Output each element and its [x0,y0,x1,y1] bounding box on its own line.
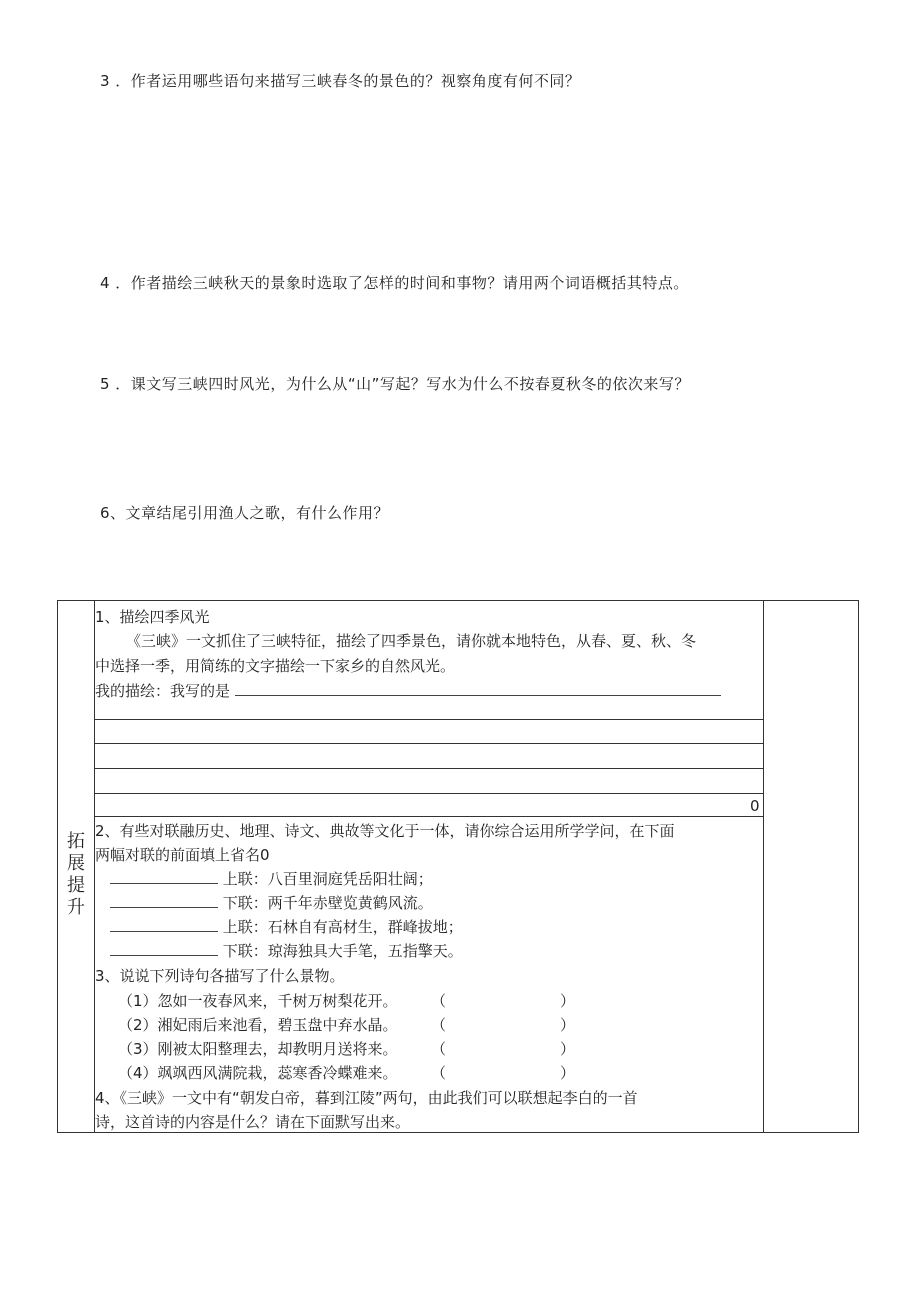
answer-open-paren: （ [431,1064,447,1082]
couplet-text: 上联：石林自有高材生，群峰拔地； [222,918,463,936]
season-answer-blank[interactable] [235,681,721,696]
answer-close-paren: ） [560,1016,576,1034]
extension-table [57,600,859,1133]
province-blank[interactable] [110,941,218,956]
column-divider [763,601,764,1132]
poem-line: （3）刚被太阳整理去，却教明月送将来。 [118,1040,398,1058]
task4-line1: 4、《三峡》一文中有“朝发白帝，暮到江陵”两句，由此我们可以联想起李白的一首 [95,1089,638,1107]
section-label-char: 展 [67,853,85,874]
answer-close-paren: ） [560,992,576,1010]
answer-close-paren: ） [560,1064,576,1082]
couplet-row [110,940,463,961]
task1-prompt-label: 我的描绘：我写的是 [95,682,231,700]
task4-line2: 诗，这首诗的内容是什么？请在下面默写出来。 [95,1113,411,1131]
writing-line[interactable] [94,793,763,794]
answer-open-paren: （ [431,1040,447,1058]
section-label-char: 拓 [67,831,85,852]
question-3: 3 ．作者运用哪些语句来描写三峡春冬的景色的？视察角度有何不同？ [100,72,581,90]
writing-line[interactable] [94,768,763,769]
province-blank[interactable] [110,869,218,884]
couplet-row [110,868,433,889]
province-blank[interactable] [110,917,218,932]
poem-line: （4）飒飒西风满院栽，蕊寒香冷蝶难来。 [118,1064,398,1082]
section-label [58,831,94,919]
writing-line[interactable] [94,719,763,720]
task1-desc-line2: 中选择一季，用简练的文字描绘一下家乡的自然风光。 [95,657,456,675]
question-5: 5 ．课文写三峡四时风光，为什么从“山”写起？写水为什么不按春夏秋冬的依次来写？ [100,375,690,393]
poem-line: （2）湘妃雨后来池看，碧玉盘中弃水晶。 [118,1016,398,1034]
answer-open-paren: （ [431,1016,447,1034]
question-6: 6、文章结尾引用渔人之歌，有什么作用？ [100,504,390,522]
answer-open-paren: （ [431,992,447,1010]
task1-desc-line1: 《三峡》一文抓住了三峡特征，描绘了四季景色，请你就本地特色，从春、夏、秋、冬 [126,632,697,650]
writing-line[interactable] [94,743,763,744]
task2-intro-line1: 2、有些对联融历史、地理、诗文、典故等文化于一体，请你综合运用所学学问，在下面 [95,822,675,840]
couplet-row [110,892,433,913]
couplet-text: 下联：琼海独具大手笔，五指擎天。 [222,942,463,960]
task3-intro: 3、说说下列诗句各描写了什么景物。 [95,967,345,985]
question-4: 4 ．作者描绘三峡秋天的景象时选取了怎样的时间和事物？请用两个词语概括其特点。 [100,274,689,292]
couplet-text: 上联：八百里洞庭凭岳阳壮阔； [222,870,433,888]
task1-end-mark: 0 [750,797,760,815]
section-label-char: 提 [67,875,85,896]
couplet-text: 下联：两千年赤壁览黄鹤风流。 [222,894,433,912]
couplet-row [110,916,463,937]
answer-close-paren: ） [560,1040,576,1058]
task1-prompt [95,680,721,701]
section-label-char: 升 [67,897,85,918]
task1-title: 1、描绘四季风光 [95,608,210,626]
section-divider [94,816,763,817]
poem-line: （1）忽如一夜春风来，千树万树梨花开。 [118,992,398,1010]
province-blank[interactable] [110,893,218,908]
task2-intro-line2: 两幅对联的前面填上省名0 [95,846,270,864]
